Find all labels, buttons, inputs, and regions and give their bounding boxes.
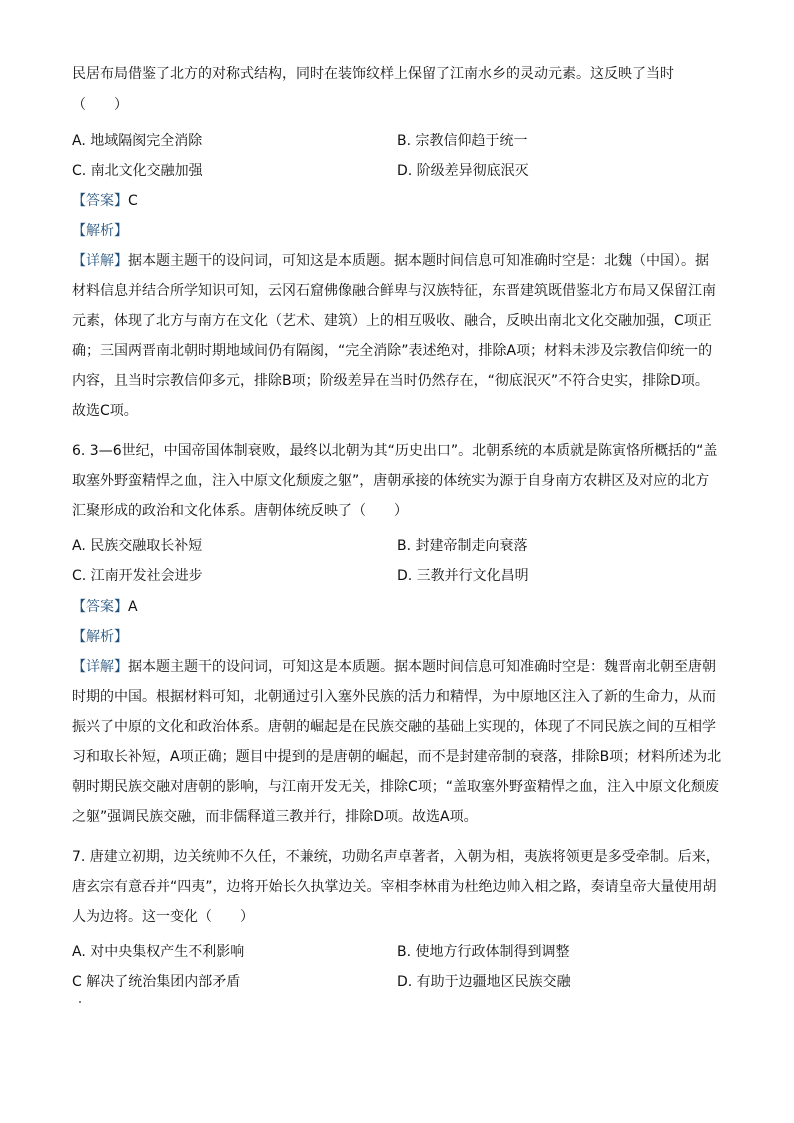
q6-stem: 6. 3—6世纪，中国帝国体制衰败，最终以北朝为其“历史出口”。北朝系统的本质就是陈寅恪所概括的“盖取塞外野蛮精悍之血，注入中原文化颓废之躯”，唐朝承接的体统实为源于自身南方农耕区及对应的北方汇聚形成的政治和文化体系。唐朝体统反映了（ ） [72, 443, 718, 519]
answer-label: 【答案】 [72, 193, 128, 209]
q5-option-d: D. 阶级差异彻底泯灭 [397, 163, 529, 179]
q5-option-a: A. 地域隔阂完全消除 [72, 133, 203, 149]
q7-option-d: D. 有助于边疆地区民族交融 [397, 974, 571, 990]
detail-label: 【详解】 [72, 253, 128, 269]
stray-dot [79, 1001, 81, 1003]
q6-option-a: A. 民族交融取长补短 [72, 538, 203, 554]
q5-answer [72, 191, 138, 211]
q6-option-d: D. 三教并行文化昌明 [397, 568, 529, 584]
q5-paren: （ ） [72, 97, 128, 113]
q5-option-b: B. 宗教信仰趋于统一 [397, 133, 528, 149]
q6-option-b: B. 封建帝制走向衰落 [397, 538, 528, 554]
answer-value: C [128, 193, 138, 209]
q7-stem: 7. 唐建立初期，边关统帅不久任，不兼统，功勋名声卓著者，入朝为相，夷族将领更是多受牵制。后来，唐玄宗有意吞并“四夷”，边将开始长久执掌边关。宰相李林甫为杜绝边帅入相之路，奏请皇帝大量使用胡人为边将。这一变化（ ） [72, 849, 720, 925]
detail-text: 据本题主题干的设问词，可知这是本质题。据本题时间信息可知准确时空是：北魏（中国）。据材料信息并结合所学知识可知，云冈石窟佛像融合鲜卑与汉族特征，东晋建筑既借鉴北方布局又保留江南元素，体现了北方与南方在文化（艺术、建筑）上的相互吸收、融合，反映出南北文化交融加强，C项正确；三国两晋南北朝时期地域间仍有隔阂，“完全消除”表述绝对，排除A项；材料未涉及宗教信仰统一的内容，且当时宗教信仰多元，排除B项；阶级差异在当时仍然存在，“彻底泯灭”不符合史实，排除D项。故选C项。 [72, 253, 716, 419]
q6-detail [72, 652, 722, 832]
q5-analysis-label: 【解析】 [72, 223, 128, 239]
q7-option-c: C 解决了统治集团内部矛盾 [72, 974, 241, 990]
answer-label: 【答案】 [72, 599, 128, 615]
q6-option-c: C. 江南开发社会进步 [72, 568, 203, 584]
q5-option-c: C. 南北文化交融加强 [72, 163, 203, 179]
q6-analysis-label: 【解析】 [72, 629, 128, 645]
q6-answer [72, 597, 138, 617]
detail-text: 据本题主题干的设问词，可知这是本质题。据本题时间信息可知准确时空是：魏晋南北朝至唐朝时期的中国。根据材料可知，北朝通过引入塞外民族的活力和精悍，为中原地区注入了新的生命力，从而振兴了中原的文化和政治体系。唐朝的崛起是在民族交融的基础上实现的，体现了不同民族之间的互相学习和取长补短，A项正确；题目中提到的是唐朝的崛起，而不是封建帝制的衰落，排除B项；材料所述为北朝时期民族交融对唐朝的影响，与江南开发无关，排除C项；“盖取塞外野蛮精悍之血，注入中原文化颓废之躯”强调民族交融，而非儒释道三教并行，排除D项。故选A项。 [72, 659, 722, 825]
q5-stem: 民居布局借鉴了北方的对称式结构，同时在装饰纹样上保留了江南水乡的灵动元素。这反映了当时 [72, 66, 674, 82]
q5-detail [72, 246, 722, 426]
detail-label: 【详解】 [72, 659, 128, 675]
q7-option-a: A. 对中央集权产生不利影响 [72, 944, 245, 960]
answer-value: A [128, 599, 138, 615]
q7-option-b: B. 使地方行政体制得到调整 [397, 944, 570, 960]
